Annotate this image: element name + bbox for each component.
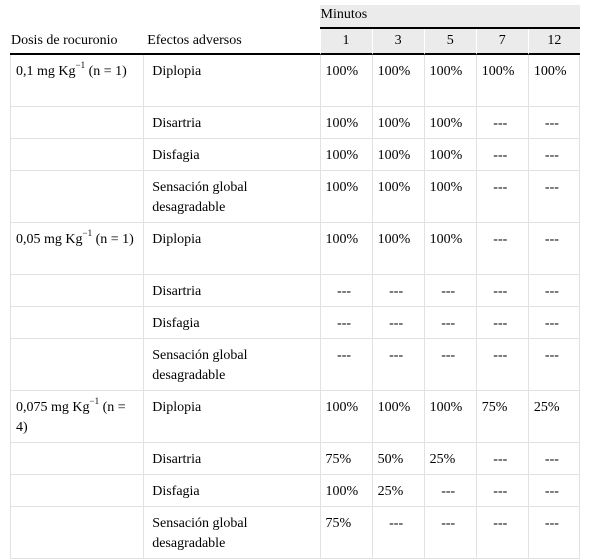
value-cell: 100% [424,55,476,107]
value-cell: 100% [320,475,372,507]
table-row [10,391,580,443]
value-cell: 100% [424,391,476,443]
value-cell: 25% [528,391,580,443]
value-cell: --- [476,139,528,171]
effect-cell: Sensación global desagradable [143,171,319,223]
effect-cell: Disfagia [143,475,319,507]
table-row [10,107,580,139]
dose-cell [10,107,143,139]
dose-prefix: 0,075 mg Kg [16,400,90,415]
value-cell: 100% [372,391,424,443]
value-cell: --- [476,171,528,223]
value-cell: 75% [476,391,528,443]
dose-prefix: 0,05 mg Kg [16,232,83,247]
adverse-effects-table [10,5,580,559]
header-row-top [10,5,580,29]
dose-suffix: (n = 4) [16,400,126,435]
effect-cell: Disartria [143,107,319,139]
value-cell: 100% [320,223,372,275]
dose-cell [10,55,143,107]
minute-column-header: 5 [424,29,476,55]
dose-exponent: −1 [89,396,100,407]
table-row [10,275,580,307]
value-cell: --- [528,339,580,391]
value-cell: --- [528,139,580,171]
effect-cell: Disfagia [143,307,319,339]
value-cell: 100% [372,139,424,171]
table-row [10,139,580,171]
value-cell: --- [424,339,476,391]
effect-cell: Disartria [143,443,319,475]
value-cell: 100% [424,107,476,139]
value-cell: --- [476,475,528,507]
dose-cell [10,391,143,443]
table-row [10,55,580,107]
minute-column-header: 1 [320,29,372,55]
value-cell: --- [528,475,580,507]
value-cell: --- [476,443,528,475]
dose-exponent: −1 [75,60,86,71]
value-cell: --- [528,107,580,139]
value-cell: --- [372,275,424,307]
adverse-effects-table-container [10,5,580,559]
value-cell: --- [528,171,580,223]
dose-cell [10,339,143,391]
table-row [10,171,580,223]
dose-cell [10,223,143,275]
value-cell: 100% [372,223,424,275]
value-cell: 100% [320,139,372,171]
value-cell: --- [372,307,424,339]
dose-cell [10,139,143,171]
dose-cell [10,275,143,307]
header-spacer [10,5,143,29]
dose-cell [10,171,143,223]
dose-cell [10,507,143,559]
dose-cell [10,475,143,507]
value-cell: --- [320,275,372,307]
value-cell: --- [424,275,476,307]
effect-cell: Disfagia [143,139,319,171]
table-row [10,475,580,507]
value-cell: 25% [372,475,424,507]
value-cell: 100% [476,55,528,107]
value-cell: 75% [320,507,372,559]
dose-column-header: Dosis de rocuronio [10,29,143,55]
value-cell: --- [528,507,580,559]
dose-cell [10,307,143,339]
table-row [10,443,580,475]
value-cell: --- [528,275,580,307]
value-cell: --- [528,307,580,339]
value-cell: --- [476,223,528,275]
value-cell: --- [528,443,580,475]
value-cell: 100% [320,107,372,139]
header-spacer [143,5,319,29]
value-cell: --- [424,307,476,339]
value-cell: 100% [372,171,424,223]
table-header [10,5,580,55]
value-cell: --- [476,339,528,391]
value-cell: 100% [424,223,476,275]
value-cell: --- [476,275,528,307]
value-cell: --- [476,107,528,139]
value-cell: 100% [320,391,372,443]
value-cell: 100% [320,55,372,107]
effect-cell: Diplopia [143,223,319,275]
effect-cell: Sensación global desagradable [143,339,319,391]
dose-prefix: 0,1 mg Kg [16,64,76,79]
dose-suffix: (n = 1) [85,64,127,79]
header-row-bottom [10,29,580,55]
dose-cell [10,443,143,475]
minute-column-header: 12 [528,29,580,55]
table-row [10,507,580,559]
minute-column-header: 7 [476,29,528,55]
table-row [10,339,580,391]
value-cell: 100% [528,55,580,107]
value-cell: 100% [320,171,372,223]
value-cell: --- [372,339,424,391]
value-cell: 100% [372,55,424,107]
effect-cell: Diplopia [143,55,319,107]
value-cell: --- [476,507,528,559]
dose-suffix: (n = 1) [92,232,134,247]
effect-cell: Sensación global desagradable [143,507,319,559]
effects-column-header: Efectos adversos [143,29,319,55]
value-cell: --- [476,307,528,339]
value-cell: 100% [372,107,424,139]
table-row [10,307,580,339]
minutes-header: Minutos [320,5,580,29]
value-cell: 75% [320,443,372,475]
value-cell: --- [320,339,372,391]
value-cell: 100% [424,139,476,171]
value-cell: --- [528,223,580,275]
value-cell: --- [424,507,476,559]
value-cell: 100% [424,171,476,223]
effect-cell: Diplopia [143,391,319,443]
value-cell: 50% [372,443,424,475]
value-cell: --- [372,507,424,559]
value-cell: --- [424,475,476,507]
value-cell: 25% [424,443,476,475]
value-cell: --- [320,307,372,339]
minute-column-header: 3 [372,29,424,55]
table-body [10,55,580,559]
table-row [10,223,580,275]
effect-cell: Disartria [143,275,319,307]
dose-exponent: −1 [82,228,93,239]
